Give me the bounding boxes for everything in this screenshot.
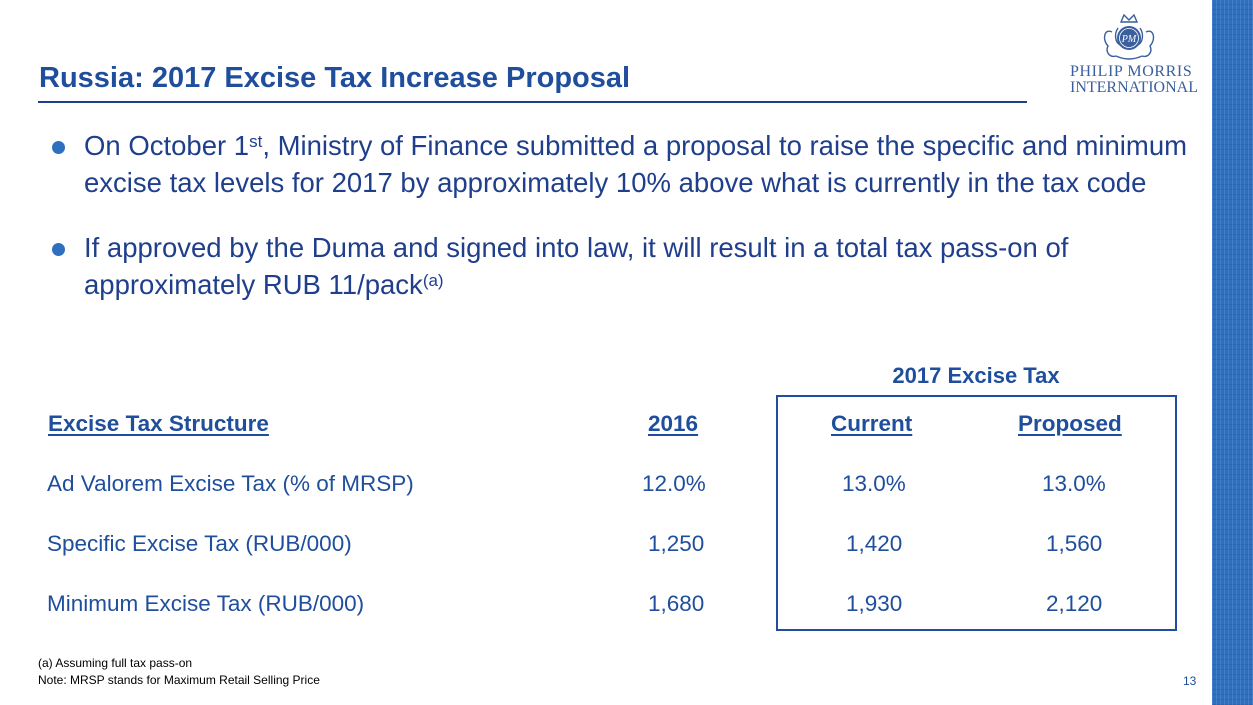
cell-proposed: 1,560 — [1046, 531, 1103, 556]
bullet-text-pre: On October 1 — [84, 130, 250, 161]
cell-2016: 1,250 — [648, 531, 705, 556]
page-number: 13 — [1183, 674, 1197, 688]
row-label: Specific Excise Tax (RUB/000) — [47, 531, 352, 556]
bullet-item-pass-on — [48, 229, 1198, 303]
cell-proposed: 2,120 — [1046, 591, 1103, 616]
row-label: Minimum Excise Tax (RUB/000) — [47, 591, 365, 616]
header-current: Current — [831, 411, 913, 436]
brand-name-line1: PHILIP MORRIS — [1070, 63, 1193, 80]
slide-title: Russia: 2017 Excise Tax Increase Proposal — [39, 62, 631, 94]
bullet-text-post: , Ministry of Finance submitted a proposal to raise the specific and minimum excise tax levels for 2017 by approximately 10% above what is currently in the tax code — [84, 130, 1188, 198]
excise-group-header: 2017 Excise Tax — [892, 363, 1060, 388]
header-2016: 2016 — [648, 411, 699, 436]
brand-name-line2: INTERNATIONAL — [1070, 79, 1198, 96]
bullet-superscript: st — [249, 132, 263, 151]
header-proposed: Proposed — [1018, 411, 1122, 436]
cell-current: 1,930 — [846, 591, 903, 616]
header-structure: Excise Tax Structure — [48, 411, 269, 436]
decorative-side-strip — [1212, 0, 1253, 705]
company-logo — [1070, 12, 1198, 96]
title-underline — [38, 101, 1027, 103]
cell-proposed: 13.0% — [1042, 471, 1106, 496]
bullet-list — [48, 127, 1198, 303]
cell-2016: 1,680 — [648, 591, 705, 616]
footnote-mrsp: Note: MRSP stands for Maximum Retail Selling Price — [38, 673, 320, 687]
row-label: Ad Valorem Excise Tax (% of MRSP) — [47, 471, 414, 496]
bullet-dot-icon — [52, 141, 65, 154]
cell-2016: 12.0% — [642, 471, 706, 496]
footnote-a: (a) Assuming full tax pass-on — [38, 656, 193, 670]
crest-monogram: PM — [1121, 34, 1137, 45]
footnote-marker: (a) — [422, 271, 444, 290]
cell-current: 1,420 — [846, 531, 903, 556]
crest-icon — [1096, 12, 1162, 62]
bullet-dot-icon — [52, 243, 65, 256]
bullet-item-proposal — [48, 127, 1198, 201]
cell-current: 13.0% — [842, 471, 906, 496]
bullet-text-pre: If approved by the Duma and signed into law, it will result in a total tax pass-on of approximately RUB 11/pack — [84, 232, 1069, 300]
